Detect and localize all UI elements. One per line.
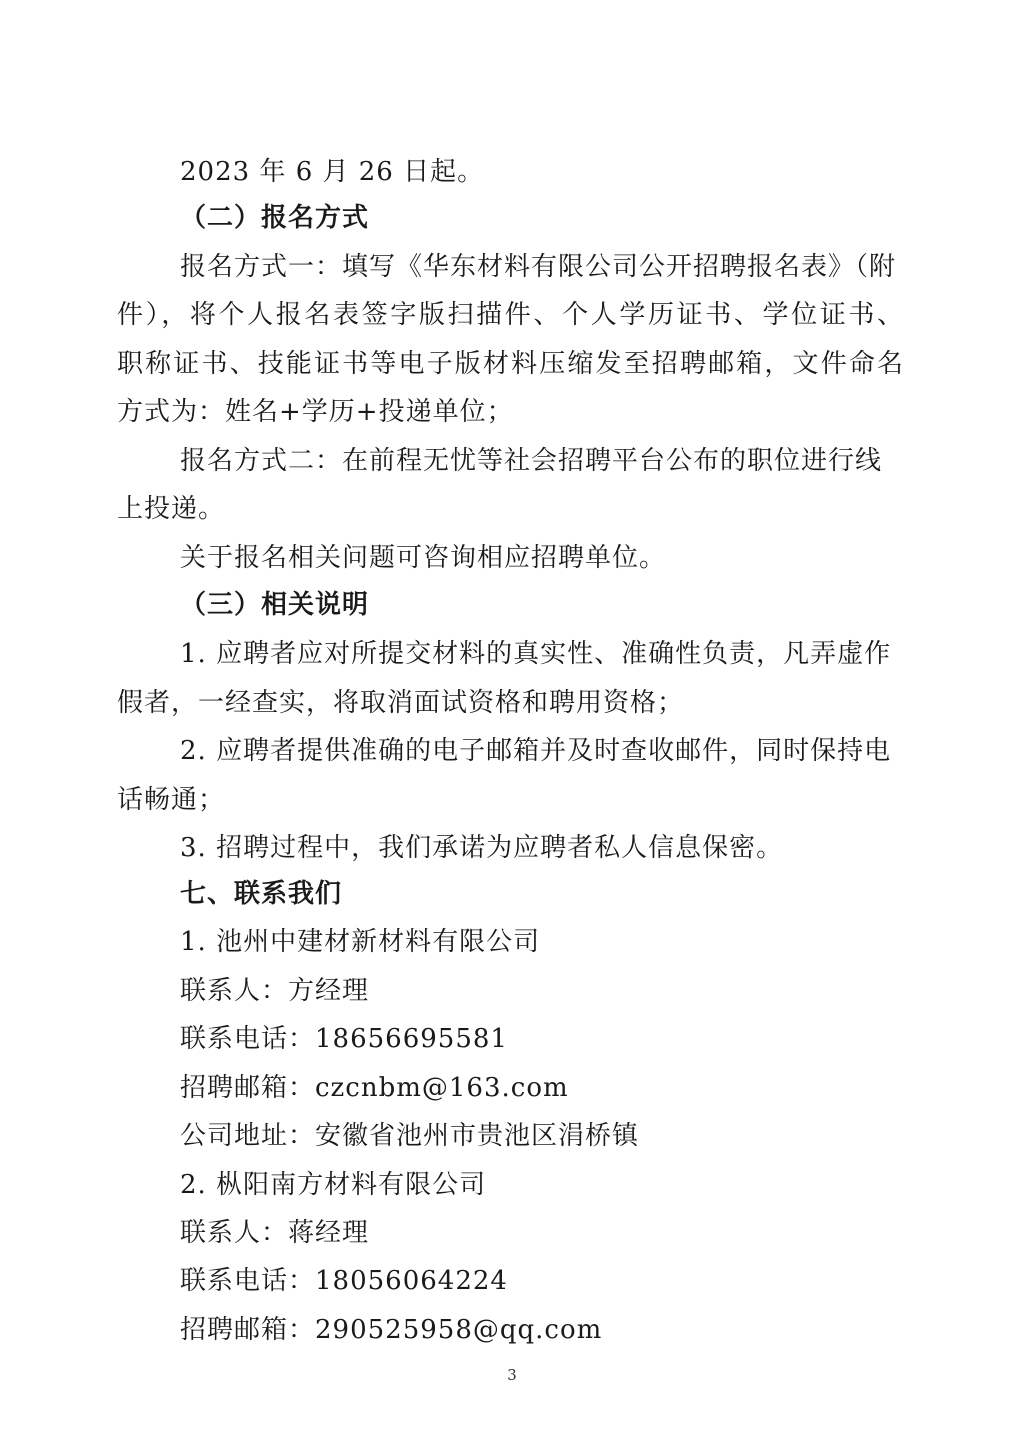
- text-line-email-1: 招聘邮箱：czcnbm@163.com: [180, 1073, 569, 1103]
- text-line-inquiry: 关于报名相关问题可咨询相应招聘单位。: [180, 543, 667, 573]
- text-line-date: 2023 年 6 月 26 日起。: [180, 157, 485, 187]
- text-line-method-one-cont-2: 职称证书、技能证书等电子版材料压缩发至招聘邮箱，文件命名: [117, 349, 904, 379]
- heading-related-notes: （三）相关说明: [180, 590, 370, 620]
- text-line-note-2-cont: 话畅通；: [117, 785, 226, 815]
- text-line-note-2: 2. 应聘者提供准确的电子邮箱并及时查收邮件，同时保持电: [180, 736, 892, 766]
- text-line-method-one-cont-1: 件），将个人报名表签字版扫描件、个人学历证书、学位证书、: [117, 300, 904, 330]
- page-number: 3: [507, 1366, 517, 1384]
- text-line-phone-1: 联系电话：18656695581: [180, 1024, 508, 1054]
- text-line-method-one-cont-3: 方式为：姓名+学历+投递单位；: [117, 397, 514, 427]
- heading-contact-us: 七、联系我们: [180, 879, 343, 909]
- text-line-phone-2: 联系电话：18056064224: [180, 1266, 508, 1296]
- text-line-contact-person-2: 联系人：蒋经理: [180, 1218, 370, 1248]
- heading-registration-method: （二）报名方式: [180, 203, 370, 233]
- text-line-company-1: 1. 池州中建材新材料有限公司: [180, 927, 541, 957]
- text-line-contact-person-1: 联系人：方经理: [180, 976, 370, 1006]
- text-line-email-2: 招聘邮箱：290525958@qq.com: [180, 1315, 603, 1345]
- text-line-company-2: 2. 枞阳南方材料有限公司: [180, 1170, 487, 1200]
- text-line-note-1-cont: 假者，一经查实，将取消面试资格和聘用资格；: [117, 688, 685, 718]
- text-line-note-3: 3. 招聘过程中，我们承诺为应聘者私人信息保密。: [180, 833, 784, 863]
- text-line-method-two-cont: 上投递。: [117, 494, 226, 524]
- text-line-note-1: 1. 应聘者应对所提交材料的真实性、准确性负责，凡弄虚作: [180, 639, 892, 669]
- text-line-method-two: 报名方式二：在前程无忧等社会招聘平台公布的职位进行线: [180, 446, 883, 476]
- text-line-method-one: 报名方式一：填写《华东材料有限公司公开招聘报名表》（附: [180, 252, 897, 282]
- text-line-address-1: 公司地址：安徽省池州市贵池区涓桥镇: [180, 1121, 640, 1151]
